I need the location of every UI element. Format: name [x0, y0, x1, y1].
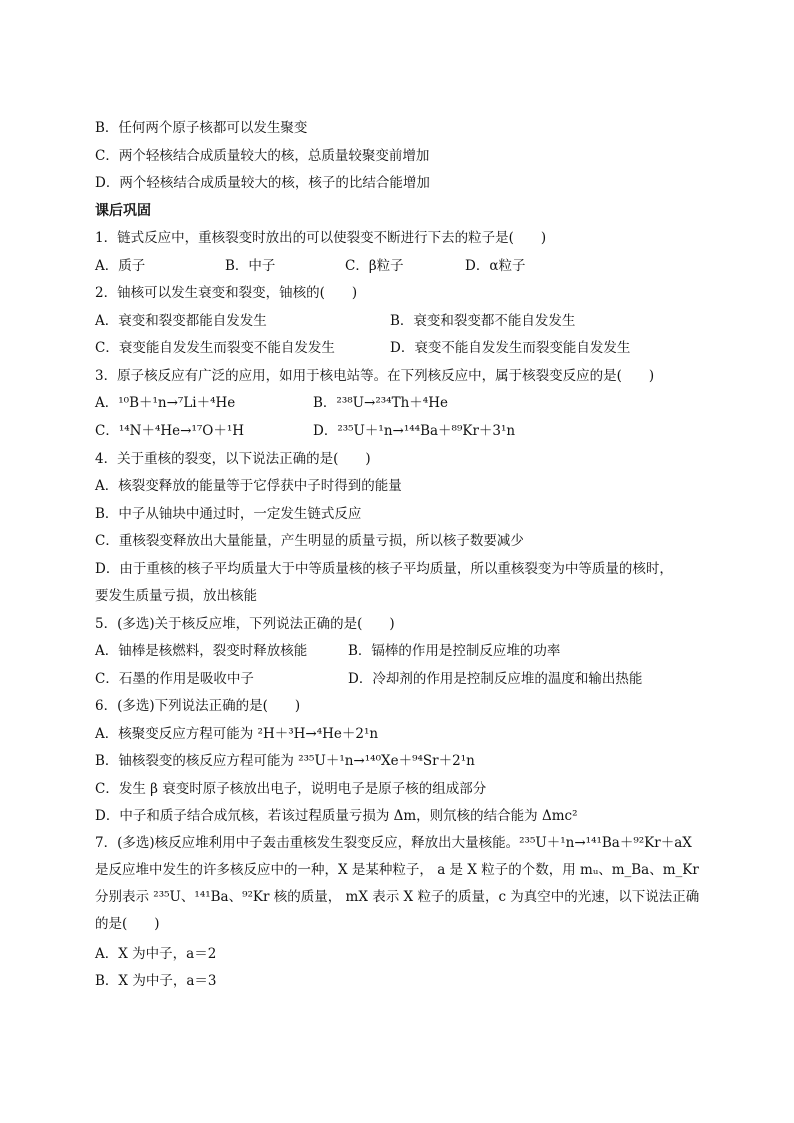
q1-stem: 1．链式反应中，重核裂变时放出的可以使裂变不断进行下去的粒子是( )	[95, 230, 547, 246]
q6-option-a: A．核聚变反应方程可能为 ²H＋³H→⁴He＋2¹n	[95, 726, 379, 742]
section-title: 课后巩固	[95, 203, 151, 219]
q6-option-b: B．铀核裂变的核反应方程可能为 ²³⁵U＋¹n→¹⁴⁰Xe＋⁹⁴Sr＋2¹n	[95, 753, 475, 769]
q4-option-d-line1: D．由于重核的核子平均质量大于中等质量核的核子平均质量，所以重核裂变为中等质量的核时，	[95, 561, 673, 577]
q2-option-c: C．衰变能自发发生而裂变不能自发发生	[95, 340, 335, 356]
q1-option-d: D．α粒子	[465, 258, 526, 274]
q3-option-c: C．¹⁴N＋⁴He→¹⁷O＋¹H	[95, 423, 245, 439]
q1-option-a: A．质子	[95, 258, 146, 274]
q6-option-d: D．中子和质子结合成氘核，若该过程质量亏损为 Δm，则氘核的结合能为 Δmc²	[95, 808, 578, 824]
option-c: C．两个轻核结合成质量较大的核，总质量较聚变前增加	[95, 148, 430, 164]
q6-option-c: C．发生 β 衰变时原子核放出电子，说明电子是原子核的组成部分	[95, 781, 487, 797]
q5-option-d: D．冷却剂的作用是控制反应堆的温度和输出热能	[348, 671, 643, 687]
q3-option-b: B．²³⁸U→²³⁴Th＋⁴He	[313, 395, 448, 411]
q4-option-d-line2: 要发生质量亏损，放出核能	[95, 588, 257, 604]
q4-stem: 4．关于重核的裂变，以下说法正确的是( )	[95, 451, 371, 467]
q7-stem: 7．(多选)核反应堆利用中子轰击重核发生裂变反应，释放出大量核能。²³⁵U＋¹n→¹⁴¹Ba＋⁹²Kr＋aX 是反应堆中发生的许多核反应中的一种，X 是某种粒子， a 是 X 粒子的个数，用 mᵤ、m_Ba、m_Kr 分别表示 ²³⁵U、¹⁴¹Ba、⁹²Kr 核的质量， mX 表示 X 粒子的质量，c 为真空中的光速，以下说法正确的是( )	[95, 835, 700, 932]
q7-option-a: A．X 为中子，a＝2	[95, 946, 217, 962]
option-b: B．任何两个原子核都可以发生聚变	[95, 120, 308, 136]
q1-option-b: B．中子	[225, 258, 276, 274]
q4-option-c: C．重核裂变释放出大量能量，产生明显的质量亏损，所以核子数要减少	[95, 533, 524, 549]
q6-stem: 6．(多选)下列说法正确的是( )	[95, 698, 301, 714]
q3-stem: 3．原子核反应有广泛的应用，如用于核电站等。在下列核反应中，属于核裂变反应的是( )	[95, 368, 655, 384]
q5-option-a: A．铀棒是核燃料，裂变时释放核能	[95, 643, 308, 659]
q2-option-d: D．衰变不能自发发生而裂变能自发发生	[390, 340, 631, 356]
q3-option-d: D．²³⁵U＋¹n→¹⁴⁴Ba＋⁸⁹Kr＋3¹n	[313, 423, 516, 439]
q3-option-a: A．¹⁰B＋¹n→⁷Li＋⁴He	[95, 395, 236, 411]
q5-stem: 5．(多选)关于核反应堆，下列说法正确的是( )	[95, 616, 395, 632]
option-d: D．两个轻核结合成质量较大的核，核子的比结合能增加	[95, 175, 430, 191]
q1-option-c: C．β粒子	[345, 258, 404, 274]
q4-option-b: B．中子从铀块中通过时，一定发生链式反应	[95, 506, 362, 522]
q2-option-a: A．衰变和裂变都能自发发生	[95, 313, 267, 329]
q7-option-b: B．X 为中子，a＝3	[95, 973, 217, 989]
q5-option-c: C．石墨的作用是吸收中子	[95, 671, 254, 687]
q4-option-a: A．核裂变释放的能量等于它俘获中子时得到的能量	[95, 478, 402, 494]
q2-option-b: B．衰变和裂变都不能自发发生	[390, 313, 576, 329]
q5-option-b: B．镉棒的作用是控制反应堆的功率	[348, 643, 561, 659]
q2-stem: 2．铀核可以发生衰变和裂变，铀核的( )	[95, 285, 358, 301]
